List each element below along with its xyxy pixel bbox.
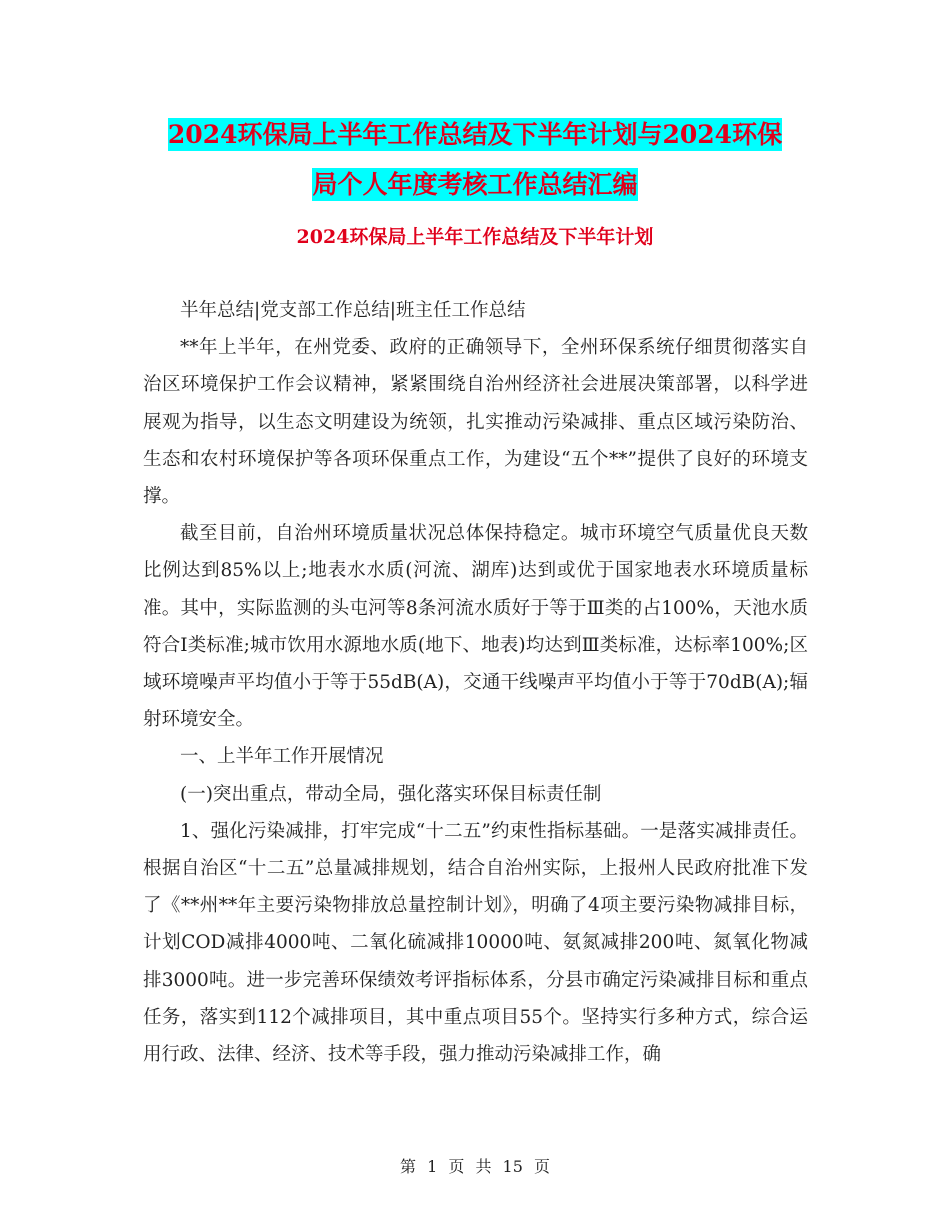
paragraph: 1、强化污染减排，打牢完成“十二五”约束性指标基础。一是落实减排责任。根据自治区“十二五”总量减排规划，结合自治州实际，上报州人民政府批准下发了《**州**年主要污染物排放总量控制计划》，明确了4项主要污染物减排目标，计划COD减排4000吨、二氧化硫减排10000吨、氨氮减排200吨、氮氧化物减排3000吨。进一步完善环保绩效考评指标体系，分县市确定污染减排目标和重点任务，落实到112个减排项目，其中重点项目55个。坚持实行多种方式，综合运用行政、法律、经济、技术等手段，强力推动污染减排工作，确 [143, 820, 808, 1066]
paragraph: **年上半年，在州党委、政府的正确领导下，全州环保系统仔细贯彻落实自治区环境保护工作会议精神，紧紧围绕自治州经济社会进展决策部署，以科学进展观为指导，以生态文明建设为统领，扎实推动污染减排、重点区域污染防治、生态和农村环境保护等各项环保重点工作，为建设“五个**”提供了良好的环境支撑。 [143, 337, 808, 508]
section-title: 2024环保局上半年工作总结及下半年计划 [296, 226, 654, 248]
paragraph: 截至目前，自治州环境质量状况总体保持稳定。城市环境空气质量优良天数比例达到85%以上;地表水水质(河流、湖库)达到或优于国家地表水环境质量标准。其中，实际监测的头屯河等8条河流水质好于等于Ⅲ类的占100%，天池水质符合Ⅰ类标准;城市饮用水源地水质(地下、地表)均达到Ⅲ类标准，达标率100%;区域环境噪声平均值小于等于55dB(A)，交通干线噪声平均值小于等于70dB(A);辐射环境安全。 [143, 523, 808, 731]
title-line-1: 2024环保局上半年工作总结及下半年计划与2024环保 [167, 120, 783, 149]
document-title [0, 110, 950, 210]
paragraph: (一)突出重点，带动全局，强化落实环保目标责任制 [180, 783, 602, 805]
document-body [143, 292, 808, 1073]
paragraph: 半年总结|党支部工作总结|班主任工作总结 [180, 300, 526, 321]
page-footer: 第 1 页 共 15 页 [400, 1157, 550, 1176]
title-line-2: 局个人年度考核工作总结汇编 [312, 170, 638, 199]
paragraph: 一、上半年工作开展情况 [180, 746, 384, 768]
